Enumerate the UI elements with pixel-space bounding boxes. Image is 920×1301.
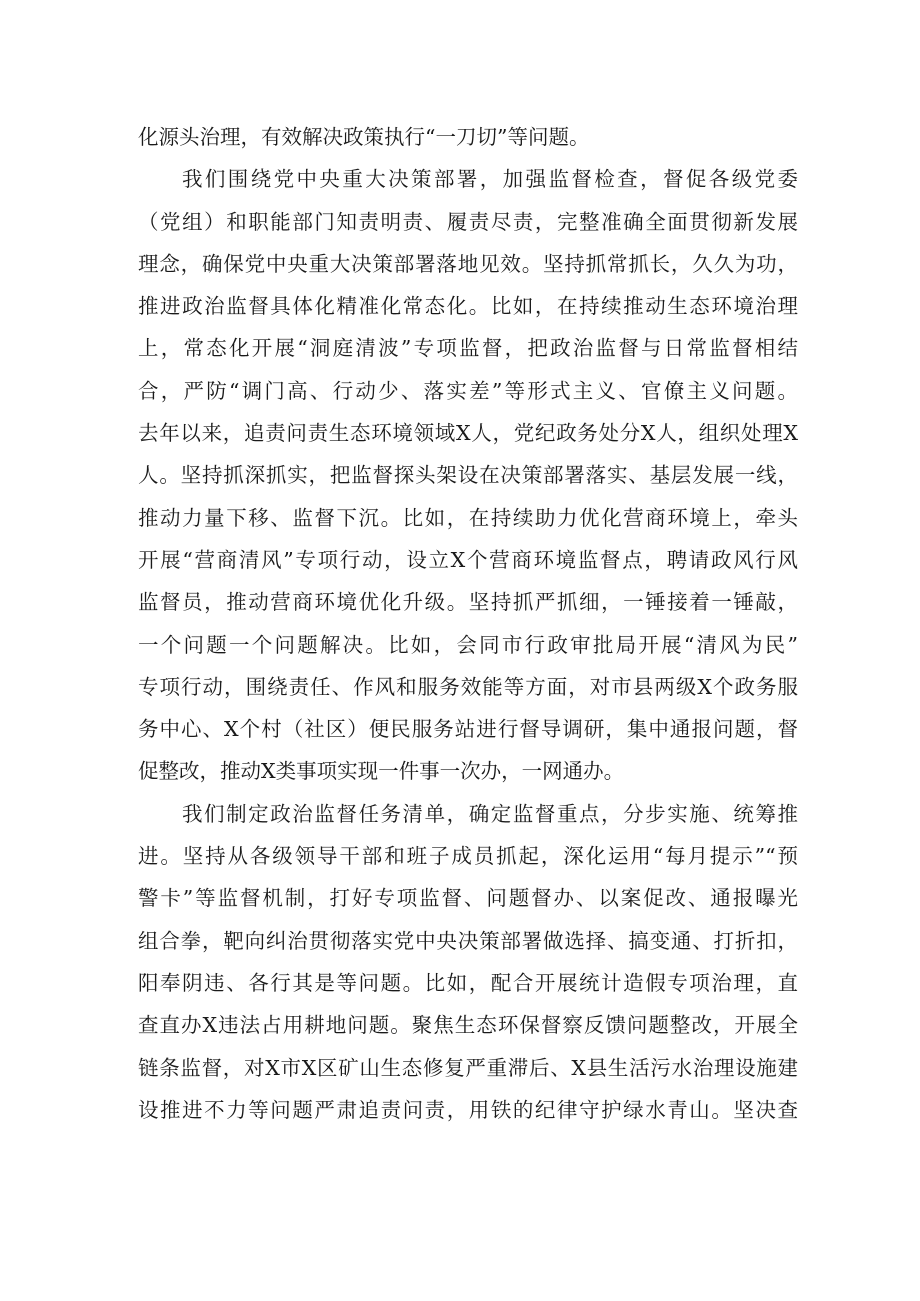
text-line: 促整改，推动X类事项实现一件事一次办，一网通办。 <box>138 759 625 784</box>
text-line: （党组）和职能部门知责明责、履责尽责，完整准确全面贯彻新发展 <box>138 209 798 234</box>
text-line: 合，严防“调门高、行动少、落实差”等形式主义、官僚主义问题。 <box>138 378 798 403</box>
text-line: 警卡”等监督机制，打好专项监督、问题督办、以案促改、通报曝光 <box>138 886 798 911</box>
text-line: 理念，确保党中央重大决策部署落地见效。坚持抓常抓长，久久为功， <box>138 251 798 276</box>
text-line: 一个问题一个问题解决。比如，会同市行政审批局开展“清风为民” <box>138 632 798 657</box>
paragraph-first-line: 我们制定政治监督任务清单，确定监督重点，分步实施、统筹推 <box>182 801 798 826</box>
body-text <box>138 116 798 1131</box>
text-line: 去年以来，追责问责生态环境领域X人，党纪政务处分X人，组织处理X <box>138 421 798 446</box>
paragraph-first-line: 我们围绕党中央重大决策部署，加强监督检查，督促各级党委 <box>182 167 798 192</box>
text-line: 监督员，推动营商环境优化升级。坚持抓严抓细，一锤接着一锤敲， <box>138 590 798 615</box>
text-line: 链条监督，对X市X区矿山生态修复严重滞后、X县生活污水治理设施建 <box>138 1055 798 1080</box>
text-line: 设推进不力等问题严肃追责问责，用铁的纪律守护绿水青山。坚决查 <box>138 1097 798 1122</box>
text-line: 专项行动，围绕责任、作风和服务效能等方面，对市县两级X个政务服 <box>138 674 798 699</box>
text-line: 查直办X违法占用耕地问题。聚焦生态环保督察反馈问题整改，开展全 <box>138 1013 798 1038</box>
text-line: 化源头治理，有效解决政策执行“一刀切”等问题。 <box>138 125 590 149</box>
text-line: 上，常态化开展“洞庭清波”专项监督，把政治监督与日常监督相结 <box>138 336 798 361</box>
text-line: 务中心、X个村（社区）便民服务站进行督导调研，集中通报问题，督 <box>138 717 798 742</box>
text-line: 推动力量下移、监督下沉。比如，在持续助力优化营商环境上，牵头 <box>138 505 798 530</box>
text-line: 开展“营商清风”专项行动，设立X个营商环境监督点，聘请政风行风 <box>138 547 798 572</box>
text-line: 人。坚持抓深抓实，把监督探头架设在决策部署落实、基层发展一线， <box>138 463 798 488</box>
text-line: 推进政治监督具体化精准化常态化。比如，在持续推动生态环境治理 <box>138 294 798 319</box>
text-line: 组合拳，靶向纠治贯彻落实党中央决策部署做选择、搞变通、打折扣， <box>138 928 798 953</box>
text-line: 进。坚持从各级领导干部和班子成员抓起，深化运用“每月提示”“预 <box>138 844 798 869</box>
text-line: 阳奉阴违、各行其是等问题。比如，配合开展统计造假专项治理，直 <box>138 970 798 995</box>
